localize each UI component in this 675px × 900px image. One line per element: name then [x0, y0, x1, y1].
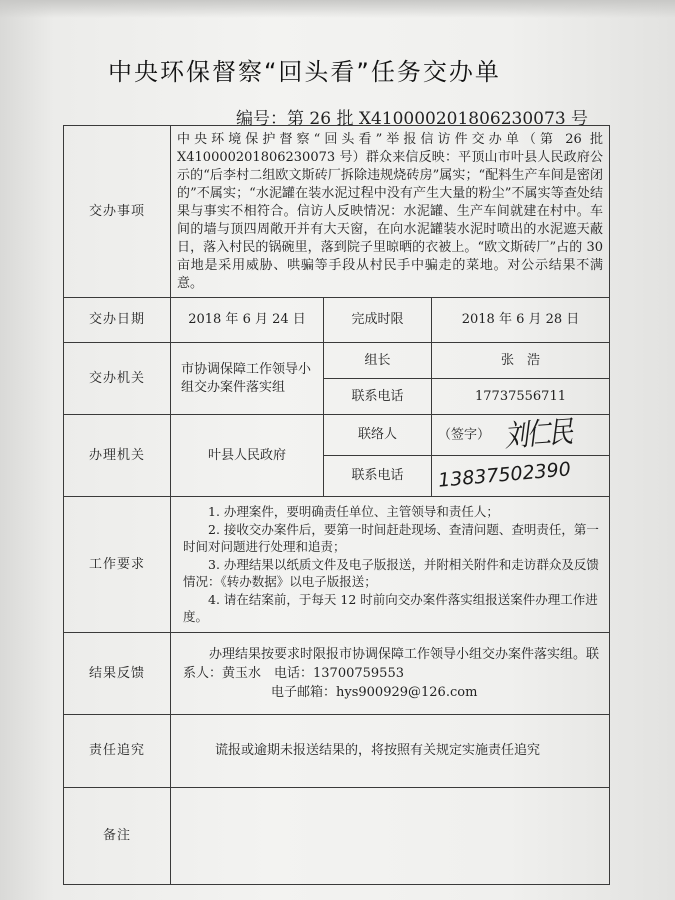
remarks-label: 备注 — [64, 788, 171, 885]
issuer-phone: 17737556711 — [432, 379, 610, 415]
requirements-list — [171, 497, 610, 633]
sign-note: （签字） — [438, 427, 491, 443]
row-remarks — [64, 788, 610, 885]
row-handler-1 — [64, 415, 610, 456]
matter-label: 交办事项 — [64, 126, 171, 298]
feedback-text: 办理结果按要求时限报市协调保障工作领导小组交办案件落实组。联系人：黄玉水 电话：13700759553 — [183, 647, 600, 681]
handler-phone-label: 联系电话 — [324, 456, 432, 497]
feedback-cell — [171, 633, 610, 715]
row-feedback — [64, 633, 610, 715]
document-title: 中央环保督察“回头看”任务交办单 — [108, 58, 501, 86]
handler-phone-cell — [432, 456, 610, 497]
assignment-form-table — [63, 125, 610, 885]
contact-cell — [432, 415, 610, 456]
row-issuer-1 — [64, 343, 610, 379]
handwritten-signature: 刘仁民 — [503, 414, 573, 455]
requirement-item: 3. 办理结果以纸质文件及电子版报送，并附相关附件和走访群众及反馈情况：《转办数据》以电子版报送； — [183, 556, 599, 590]
contact-label: 联络人 — [324, 415, 432, 456]
leader-label: 组长 — [324, 343, 432, 379]
issuer-org: 市协调保障工作领导小组交办案件落实组 — [171, 343, 324, 415]
requirement-item: 2. 接收交办案件后，要第一时间赶赴现场、查清问题、查明责任，第一时间对问题进行处理和追责； — [183, 521, 599, 555]
deadline-label: 完成时限 — [324, 298, 432, 343]
date-value: 2018 年 6 月 24 日 — [171, 298, 324, 343]
leader-name: 张 浩 — [432, 343, 610, 379]
issuer-phone-label: 联系电话 — [324, 379, 432, 415]
handler-label: 办理机关 — [64, 415, 171, 497]
row-accountability — [64, 715, 610, 788]
date-label: 交办日期 — [64, 298, 171, 343]
feedback-email: 电子邮箱：hys900929@126.com — [271, 685, 478, 700]
row-requirements — [64, 497, 610, 633]
requirement-item: 1. 办理案件，要明确责任单位、主管领导和责任人； — [208, 504, 499, 520]
matter-text: 中央环境保护督察“回头看”举报信访件交办单（第 26 批 X410000201806230073 号）群众来信反映：平顶山市叶县人民政府公示的“后李村二组欧文斯砖厂拆除违规烧砖房”属实；“配料生产车间是密闭的”不属实；“水泥罐在装水泥过程中没有产生大量的粉尘”不属实等查处结果与事实不相符合。信访人反映情况：水泥罐、生产车间就建在村中。车间的墙与顶四周敞开并有大天窗，在向水泥罐装水泥时喷出的水泥遮天蔽日，落入村民的锅碗里，落到院子里晾晒的衣被上。“欧文斯砖厂”占的 30 亩地是采用威胁、哄骗等手段从村民手中骗走的菜地。对公示结果不满意。 — [171, 126, 610, 298]
accountability-text: 谎报或逾期未报送结果的，将按照有关规定实施责任追究 — [171, 715, 610, 788]
deadline-value: 2018 年 6 月 28 日 — [432, 298, 610, 343]
issuer-label: 交办机关 — [64, 343, 171, 415]
remarks-text — [171, 788, 610, 885]
requirement-item: 4. 请在结案前，于每天 12 时前向交办案件落实组报送案件办理工作进度。 — [183, 591, 598, 625]
page-shadow — [0, 0, 675, 18]
handler-org: 叶县人民政府 — [171, 415, 324, 497]
requirements-label: 工作要求 — [64, 497, 171, 633]
feedback-label: 结果反馈 — [64, 633, 171, 715]
accountability-label: 责任追究 — [64, 715, 171, 788]
row-matter — [64, 126, 610, 298]
document-number: 编号：第 26 批 X410000201806230073 号 — [236, 109, 589, 129]
handler-phone: 13837502390 — [437, 457, 572, 492]
row-date — [64, 298, 610, 343]
